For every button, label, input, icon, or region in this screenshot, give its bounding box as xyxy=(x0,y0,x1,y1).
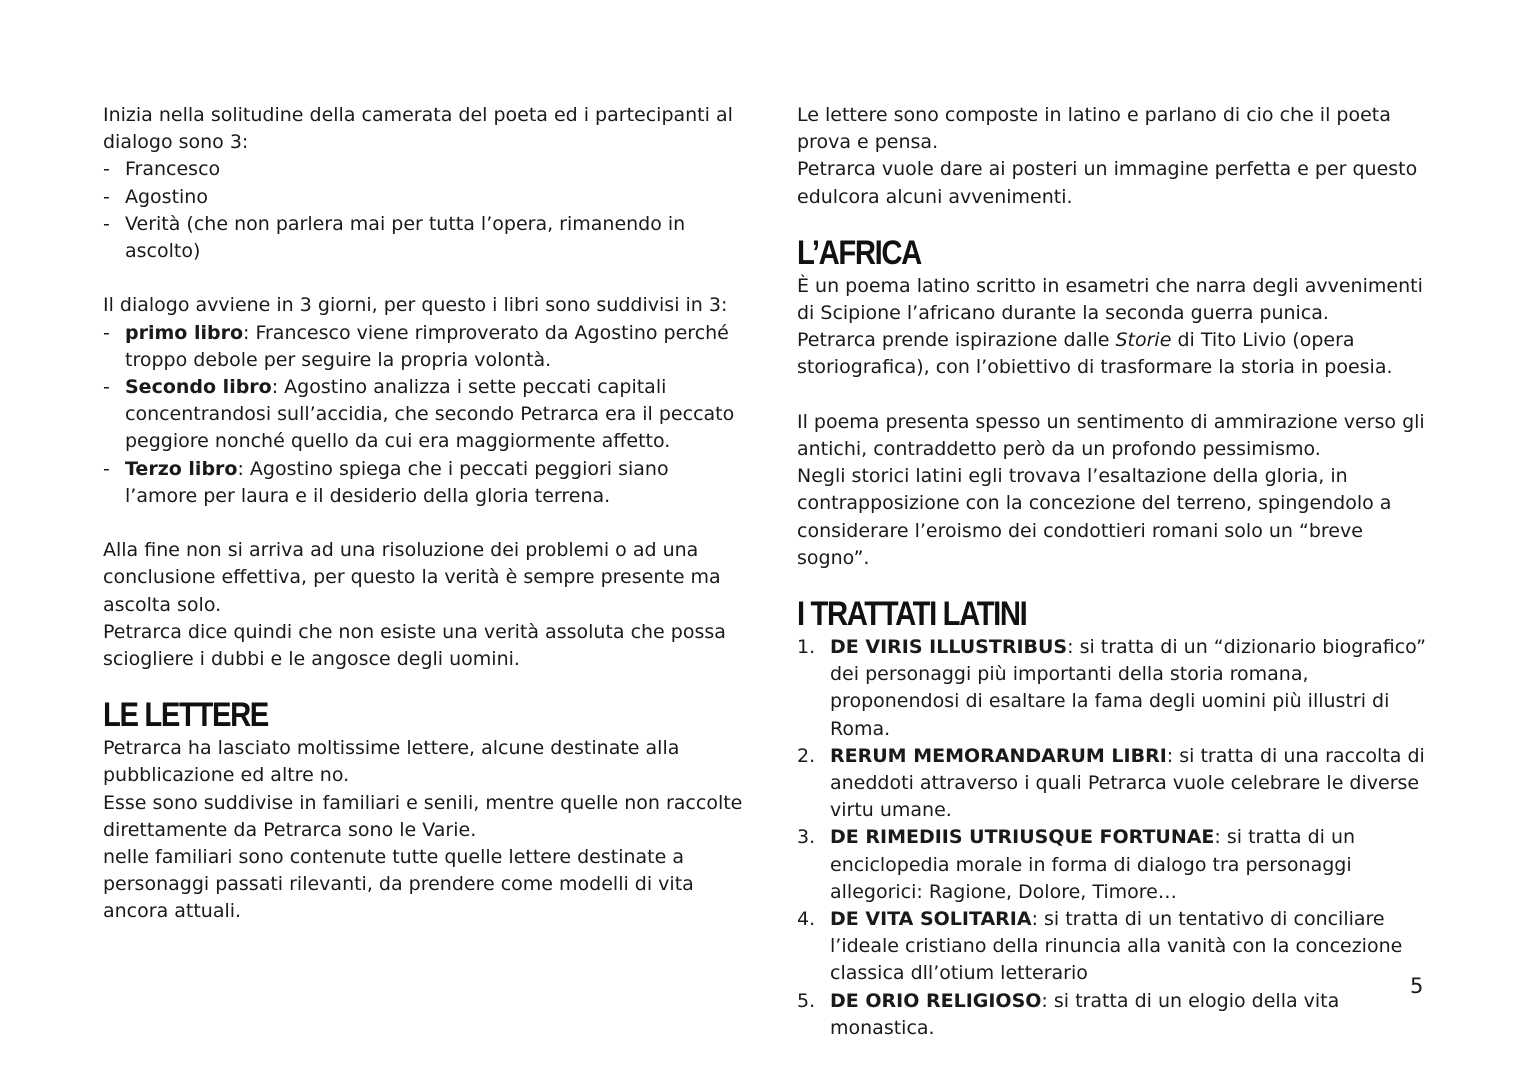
africa-paragraph xyxy=(797,327,1437,381)
lettere-paragraph: Petrarca vuole dare ai posteri un immagine perfetta e per questo edulcora alcuni avvenimenti. xyxy=(797,158,1418,208)
lettere-paragraph: Esse sono suddivise in familiari e senili, mentre quelle non raccolte direttamente da Petrarca sono le Varie. xyxy=(103,791,743,841)
conclusion-paragraph: Petrarca dice quindi che non esiste una verità assoluta che possa sciogliere i dubbi e le angosce degli uomini. xyxy=(103,620,726,671)
section-heading-lettere: LE LETTERE xyxy=(103,696,268,735)
list-item xyxy=(797,988,1437,1042)
item-number: 5. xyxy=(797,989,816,1012)
treatise-title: DE VITA SOLITARIA xyxy=(830,908,1032,931)
list-item xyxy=(797,906,1437,988)
africa-paragraph: È un poema latino scritto in esametri che narra degli avvenimenti di Scipione l’africano durante la seconda guerra punica. xyxy=(797,274,1423,325)
intro-paragraph: Inizia nella solitudine della camerata del poeta ed i partecipanti al dialogo sono 3: xyxy=(103,104,733,154)
lettere-paragraph: Petrarca ha lasciato moltissime lettere, alcune destinate alla pubblicazione ed altre no. xyxy=(103,737,680,787)
book-desc: : Agostino analizza i sette peccati capitali concentrandosi sull’accidia, che secondo Petrarca era il peccato peggiore nonché quello da cui era maggiormente affetto. xyxy=(125,376,735,453)
section-heading-africa: L’AFRICA xyxy=(797,233,921,272)
right-column xyxy=(797,102,1437,1042)
left-column xyxy=(103,102,743,926)
treatise-title: DE RIMEDIIS UTRIUSQUE FORTUNAE xyxy=(830,826,1215,849)
list-item xyxy=(103,320,743,374)
treatise-title: DE ORIO RELIGIOSO xyxy=(830,989,1042,1012)
treatise-desc: : si tratta di un enciclopedia morale in forma di dialogo tra personaggi allegorici: Ragione, Dolore, Timore… xyxy=(830,826,1356,903)
book-title: Terzo libro xyxy=(125,457,238,480)
list-item: - Agostino xyxy=(103,184,743,211)
lettere-paragraph: nelle familiari sono contenute tutte quelle lettere destinate a personaggi passati rilevanti, da prendere come modelli di vita ancora attuali. xyxy=(103,846,694,923)
book-desc: : Agostino spiega che i peccati peggiori siano l’amore per laura e il desiderio della gloria terrena. xyxy=(125,457,669,507)
treatise-desc: : si tratta di una raccolta di aneddoti attraverso i quali Petrarca vuole celebrare le diverse virtu umane. xyxy=(830,744,1425,822)
books-list xyxy=(103,320,743,510)
item-number: 2. xyxy=(797,744,816,767)
lettere-paragraph: Le lettere sono composte in latino e parlano di cio che il poeta prova e pensa. xyxy=(797,104,1391,154)
participants-list xyxy=(103,156,743,265)
africa-paragraph: Negli storici latini egli trovava l’esaltazione della gloria, in contrapposizione con la concezione del terreno, spingendolo a considerare l’eroismo dei condottieri romani solo un “breve sogno”. xyxy=(797,465,1392,569)
treatise-desc: : si tratta di un elogio della vita monastica. xyxy=(830,989,1340,1039)
list-item: - Verità (che non parlera mai per tutta l’opera, rimanendo in ascolto) xyxy=(103,211,743,265)
text-run: di Tito Livio (opera storiografica), con l’obiettivo di trasformare la storia in poesia. xyxy=(797,329,1393,379)
book-desc: : Francesco viene rimproverato da Agostino perché troppo debole per seguire la propria volontà. xyxy=(125,321,729,371)
list-item xyxy=(797,824,1437,906)
item-number: 4. xyxy=(797,908,816,931)
item-number: 1. xyxy=(797,636,816,659)
treatise-title: RERUM MEMORANDARUM LIBRI xyxy=(830,744,1167,767)
treatise-title: DE VIRIS ILLUSTRIBUS xyxy=(830,636,1068,659)
italic-title: Storie xyxy=(1115,329,1172,352)
trattati-list xyxy=(797,634,1437,1042)
list-item xyxy=(103,374,743,456)
days-paragraph: Il dialogo avviene in 3 giorni, per questo i libri sono suddivisi in 3: xyxy=(103,294,728,317)
list-item: - Francesco xyxy=(103,156,743,183)
book-title: Secondo libro xyxy=(125,376,272,399)
conclusion-paragraph: Alla fine non si arriva ad una risoluzione dei problemi o ad una conclusione effettiva, per questo la verità è sempre presente ma ascolta solo. xyxy=(103,539,721,616)
list-item xyxy=(797,743,1437,825)
africa-paragraph: Il poema presenta spesso un sentimento di ammirazione verso gli antichi, contraddetto però da un profondo pessimismo. xyxy=(797,410,1425,461)
section-heading-trattati: I TRATTATI LATINI xyxy=(797,595,1027,634)
treatise-desc: : si tratta di un tentativo di conciliare l’ideale cristiano della rinuncia alla vanità con la concezione classica dll’otium letterario xyxy=(830,908,1403,985)
list-item xyxy=(103,456,743,510)
text-run: Petrarca prende ispirazione dalle xyxy=(797,329,1116,352)
page-number: 5 xyxy=(1410,974,1424,998)
list-item xyxy=(797,634,1437,743)
item-number: 3. xyxy=(797,826,816,849)
book-title: primo libro xyxy=(125,321,243,344)
treatise-desc: : si tratta di un “dizionario biografico” dei personaggi più importanti della storia romana, proponendosi di esaltare la fama degli uomini più illustri di Roma. xyxy=(830,636,1426,740)
